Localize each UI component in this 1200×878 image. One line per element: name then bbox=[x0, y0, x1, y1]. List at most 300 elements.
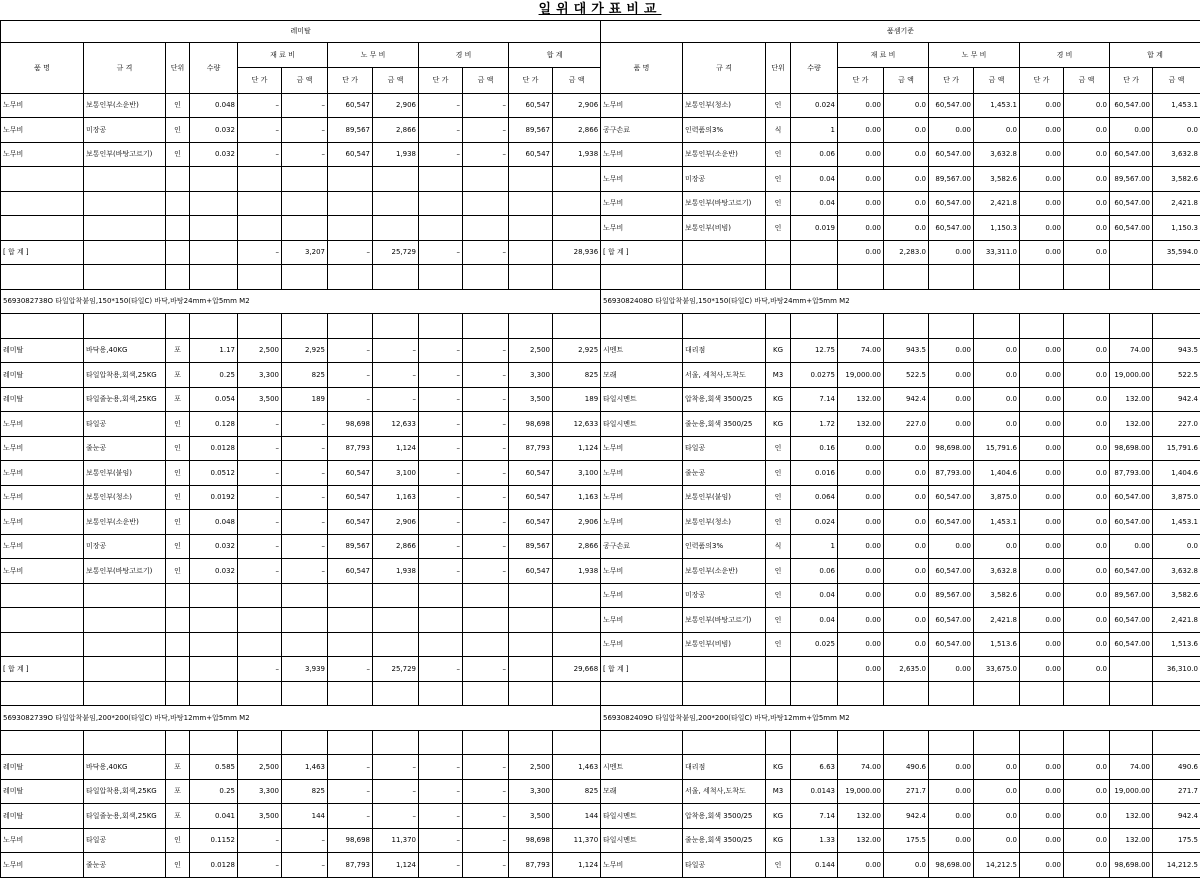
material-amount: – bbox=[282, 485, 328, 510]
item-name: 노무비 bbox=[1, 534, 84, 559]
item-qty: 7.14 bbox=[791, 387, 838, 412]
table-row bbox=[601, 118, 1200, 143]
item-name: 노무비 bbox=[601, 436, 683, 461]
expense-unit-price: – bbox=[419, 485, 463, 510]
item-unit bbox=[166, 730, 190, 755]
table-row bbox=[601, 216, 1200, 241]
total-amount: 2,906 bbox=[553, 510, 601, 535]
total-amount: 15,791.6 bbox=[1153, 436, 1200, 461]
total-amount: 3,875.0 bbox=[1153, 485, 1200, 510]
item-spec bbox=[84, 167, 166, 192]
expense-amount: 0.0 bbox=[1064, 608, 1110, 633]
labor-amount: 3,582.6 bbox=[974, 583, 1020, 608]
item-unit: M3 bbox=[766, 779, 791, 804]
total-unit-price bbox=[1110, 265, 1153, 290]
labor-amount: – bbox=[373, 804, 419, 829]
labor-amount: 2,866 bbox=[373, 534, 419, 559]
item-spec: 보통인부(바탕고르기) bbox=[84, 142, 166, 167]
material-unit-price: 132.00 bbox=[838, 804, 884, 829]
material-amount bbox=[282, 583, 328, 608]
total-amount: 1,453.1 bbox=[1153, 93, 1200, 118]
total-amount: 3,632.8 bbox=[1153, 142, 1200, 167]
material-amount: 189 bbox=[282, 387, 328, 412]
expense-unit-price: – bbox=[419, 387, 463, 412]
item-unit: 인 bbox=[766, 93, 791, 118]
material-amount: – bbox=[282, 461, 328, 486]
table-row bbox=[601, 142, 1200, 167]
item-name: [ 합 계 ] bbox=[1, 657, 84, 682]
item-name: [ 합 계 ] bbox=[1, 240, 84, 265]
section-code: 5693082738O 타일압착붙임,150*150(타일C) 바닥,바탕24mm+압5mm M2 bbox=[1, 289, 601, 314]
labor-amount: 3,582.6 bbox=[974, 167, 1020, 192]
item-name: 타일시멘트 bbox=[601, 804, 683, 829]
total-unit-price: 60,547.00 bbox=[1110, 559, 1153, 584]
material-unit-price: 0.00 bbox=[838, 167, 884, 192]
section-code-row bbox=[1, 289, 601, 314]
labor-amount bbox=[373, 216, 419, 241]
item-unit: 인 bbox=[166, 412, 190, 437]
expense-unit-price: 0.00 bbox=[1020, 167, 1064, 192]
table-row bbox=[1, 191, 601, 216]
material-unit-price: 0.00 bbox=[838, 485, 884, 510]
item-spec: 압착용,회색 3500/25 bbox=[683, 804, 766, 829]
labor-amount bbox=[373, 191, 419, 216]
item-name: 모래 bbox=[601, 363, 683, 388]
item-name: 타일시멘트 bbox=[601, 828, 683, 853]
labor-unit-price: 87,793.00 bbox=[929, 461, 974, 486]
total-unit-price: 87,793 bbox=[509, 853, 553, 878]
item-name: 노무비 bbox=[601, 93, 683, 118]
material-amount: 3,207 bbox=[282, 240, 328, 265]
table-row bbox=[1, 93, 601, 118]
expense-amount: – bbox=[463, 755, 509, 780]
item-name: 노무비 bbox=[1, 559, 84, 584]
labor-unit-price bbox=[328, 216, 373, 241]
expense-amount bbox=[1064, 314, 1110, 339]
total-unit-price: 60,547.00 bbox=[1110, 142, 1153, 167]
expense-amount: – bbox=[463, 804, 509, 829]
expense-amount: 0.0 bbox=[1064, 657, 1110, 682]
labor-unit-price: 87,793 bbox=[328, 853, 373, 878]
item-qty bbox=[190, 265, 238, 290]
header-amount: 금 액 bbox=[974, 68, 1020, 94]
material-amount bbox=[282, 216, 328, 241]
expense-unit-price: 0.00 bbox=[1020, 216, 1064, 241]
labor-amount: 3,100 bbox=[373, 461, 419, 486]
header-unit-price: 단 가 bbox=[509, 68, 553, 94]
labor-amount: 12,633 bbox=[373, 412, 419, 437]
expense-unit-price bbox=[419, 216, 463, 241]
item-unit bbox=[766, 681, 791, 706]
total-amount: 1,404.6 bbox=[1153, 461, 1200, 486]
material-unit-price: – bbox=[238, 534, 282, 559]
header-unit-price: 단 가 bbox=[929, 68, 974, 94]
item-name: 노무비 bbox=[1, 118, 84, 143]
table-row bbox=[1, 828, 601, 853]
labor-unit-price: 0.00 bbox=[929, 118, 974, 143]
total-unit-price: 0.00 bbox=[1110, 118, 1153, 143]
table-row bbox=[1, 240, 601, 265]
total-unit-price: 60,547 bbox=[509, 461, 553, 486]
material-unit-price: – bbox=[238, 510, 282, 535]
labor-unit-price: – bbox=[328, 755, 373, 780]
labor-unit-price: 89,567 bbox=[328, 534, 373, 559]
item-name: 노무비 bbox=[601, 583, 683, 608]
table-row bbox=[1, 804, 601, 829]
item-spec: 미장공 bbox=[683, 167, 766, 192]
item-name: 노무비 bbox=[1, 853, 84, 878]
item-qty bbox=[190, 216, 238, 241]
item-spec: 대리점 bbox=[683, 755, 766, 780]
labor-amount: 1,150.3 bbox=[974, 216, 1020, 241]
total-unit-price bbox=[509, 657, 553, 682]
expense-amount bbox=[463, 314, 509, 339]
section-code-row bbox=[601, 289, 1200, 314]
expense-amount: 0.0 bbox=[1064, 559, 1110, 584]
material-unit-price: 3,300 bbox=[238, 779, 282, 804]
material-unit-price: 0.00 bbox=[838, 559, 884, 584]
expense-unit-price: 0.00 bbox=[1020, 412, 1064, 437]
table-row bbox=[601, 191, 1200, 216]
expense-unit-price: – bbox=[419, 93, 463, 118]
labor-amount: 0.0 bbox=[974, 118, 1020, 143]
table-row bbox=[1, 314, 601, 339]
total-unit-price: 60,547.00 bbox=[1110, 608, 1153, 633]
material-amount: 942.4 bbox=[884, 804, 929, 829]
item-qty: 0.032 bbox=[190, 534, 238, 559]
material-amount: 2,283.0 bbox=[884, 240, 929, 265]
total-unit-price: 60,547.00 bbox=[1110, 510, 1153, 535]
material-amount: 0.0 bbox=[884, 534, 929, 559]
expense-amount: 0.0 bbox=[1064, 804, 1110, 829]
material-amount: 0.0 bbox=[884, 583, 929, 608]
item-name: 노무비 bbox=[601, 461, 683, 486]
expense-amount: – bbox=[463, 559, 509, 584]
item-unit: 인 bbox=[166, 461, 190, 486]
total-amount bbox=[553, 608, 601, 633]
material-unit-price: 0.00 bbox=[838, 142, 884, 167]
material-unit-price: – bbox=[238, 412, 282, 437]
material-unit-price: 0.00 bbox=[838, 216, 884, 241]
expense-unit-price: – bbox=[419, 338, 463, 363]
material-unit-price: 2,500 bbox=[238, 755, 282, 780]
item-qty: 0.064 bbox=[791, 485, 838, 510]
expense-amount: 0.0 bbox=[1064, 167, 1110, 192]
expense-amount: – bbox=[463, 363, 509, 388]
item-qty bbox=[190, 583, 238, 608]
expense-amount: – bbox=[463, 338, 509, 363]
item-qty: 0.144 bbox=[791, 853, 838, 878]
material-amount: – bbox=[282, 828, 328, 853]
expense-unit-price bbox=[419, 681, 463, 706]
item-unit: 인 bbox=[166, 853, 190, 878]
labor-amount: 0.0 bbox=[974, 338, 1020, 363]
table-row bbox=[1, 118, 601, 143]
item-unit: KG bbox=[766, 387, 791, 412]
labor-amount: 0.0 bbox=[974, 387, 1020, 412]
material-amount: 0.0 bbox=[884, 632, 929, 657]
labor-unit-price: 60,547 bbox=[328, 142, 373, 167]
labor-unit-price bbox=[328, 167, 373, 192]
item-qty bbox=[190, 167, 238, 192]
total-unit-price: 98,698 bbox=[509, 828, 553, 853]
item-unit: 인 bbox=[766, 142, 791, 167]
item-unit: 인 bbox=[766, 485, 791, 510]
total-unit-price bbox=[509, 632, 553, 657]
total-unit-price: 98,698.00 bbox=[1110, 853, 1153, 878]
labor-unit-price: 0.00 bbox=[929, 387, 974, 412]
expense-unit-price: 0.00 bbox=[1020, 534, 1064, 559]
total-amount: 1,124 bbox=[553, 436, 601, 461]
total-amount: 2,866 bbox=[553, 534, 601, 559]
total-unit-price bbox=[1110, 681, 1153, 706]
item-spec: 인력품의3% bbox=[683, 118, 766, 143]
labor-amount: 0.0 bbox=[974, 755, 1020, 780]
labor-unit-price bbox=[328, 191, 373, 216]
item-unit: 인 bbox=[766, 436, 791, 461]
total-amount: 1,938 bbox=[553, 559, 601, 584]
table-row bbox=[601, 657, 1200, 682]
item-name: 노무비 bbox=[1, 93, 84, 118]
item-unit: M3 bbox=[766, 363, 791, 388]
item-qty: 0.1152 bbox=[190, 828, 238, 853]
labor-unit-price bbox=[929, 681, 974, 706]
expense-amount bbox=[1064, 730, 1110, 755]
table-row bbox=[1, 559, 601, 584]
material-unit-price: – bbox=[238, 240, 282, 265]
total-amount: 271.7 bbox=[1153, 779, 1200, 804]
item-spec: 줄눈용,회색 3500/25 bbox=[683, 828, 766, 853]
labor-unit-price: 0.00 bbox=[929, 363, 974, 388]
expense-amount bbox=[463, 216, 509, 241]
table-row bbox=[601, 338, 1200, 363]
table-row bbox=[1, 657, 601, 682]
labor-unit-price: 60,547 bbox=[328, 93, 373, 118]
expense-unit-price: 0.00 bbox=[1020, 779, 1064, 804]
item-qty: 7.14 bbox=[791, 804, 838, 829]
item-spec: 보통인부(소운반) bbox=[683, 559, 766, 584]
total-amount: 2,421.8 bbox=[1153, 191, 1200, 216]
total-unit-price: 89,567 bbox=[509, 118, 553, 143]
total-unit-price: 3,300 bbox=[509, 779, 553, 804]
item-name: 노무비 bbox=[1, 412, 84, 437]
total-amount: 3,582.6 bbox=[1153, 167, 1200, 192]
total-unit-price bbox=[509, 240, 553, 265]
labor-amount: 0.0 bbox=[974, 363, 1020, 388]
labor-amount: 0.0 bbox=[974, 534, 1020, 559]
labor-unit-price: 60,547.00 bbox=[929, 93, 974, 118]
item-qty: 1.72 bbox=[791, 412, 838, 437]
item-qty: 0.0128 bbox=[190, 436, 238, 461]
labor-amount: – bbox=[373, 338, 419, 363]
item-spec bbox=[84, 240, 166, 265]
labor-unit-price: 0.00 bbox=[929, 828, 974, 853]
item-unit bbox=[166, 191, 190, 216]
total-amount: 942.4 bbox=[1153, 804, 1200, 829]
material-unit-price: 2,500 bbox=[238, 338, 282, 363]
item-name: 공구손료 bbox=[601, 534, 683, 559]
item-qty: 0.04 bbox=[791, 191, 838, 216]
labor-amount bbox=[373, 265, 419, 290]
item-spec: 보통인부(청소) bbox=[84, 485, 166, 510]
total-amount: 1,150.3 bbox=[1153, 216, 1200, 241]
total-amount bbox=[553, 216, 601, 241]
labor-unit-price bbox=[328, 583, 373, 608]
table-row bbox=[601, 363, 1200, 388]
table-row bbox=[1, 608, 601, 633]
item-qty bbox=[791, 240, 838, 265]
labor-unit-price: 0.00 bbox=[929, 412, 974, 437]
item-unit: 포 bbox=[166, 779, 190, 804]
item-name: 노무비 bbox=[1, 436, 84, 461]
header-amount: 금 액 bbox=[282, 68, 328, 94]
item-name: 레미탈 bbox=[1, 338, 84, 363]
table-row bbox=[1, 216, 601, 241]
item-name: 타일시멘트 bbox=[601, 412, 683, 437]
item-unit: KG bbox=[766, 338, 791, 363]
header-unit-price: 단 가 bbox=[1020, 68, 1064, 94]
expense-amount: 0.0 bbox=[1064, 510, 1110, 535]
section-code: 5693082739O 타일압착붙임,200*200(타일C) 바닥,바탕12mm+압5mm M2 bbox=[1, 706, 601, 731]
material-amount: – bbox=[282, 510, 328, 535]
total-amount: 35,594.0 bbox=[1153, 240, 1200, 265]
expense-amount: – bbox=[463, 534, 509, 559]
labor-unit-price bbox=[328, 681, 373, 706]
material-amount: 227.0 bbox=[884, 412, 929, 437]
material-unit-price bbox=[238, 265, 282, 290]
material-unit-price: – bbox=[238, 142, 282, 167]
expense-unit-price: 0.00 bbox=[1020, 461, 1064, 486]
item-qty: 0.06 bbox=[791, 142, 838, 167]
material-amount: 271.7 bbox=[884, 779, 929, 804]
item-unit: 포 bbox=[166, 338, 190, 363]
labor-amount: 1,124 bbox=[373, 436, 419, 461]
material-amount bbox=[884, 681, 929, 706]
labor-amount bbox=[373, 583, 419, 608]
header-unit-price: 단 가 bbox=[1110, 68, 1153, 94]
item-qty bbox=[190, 191, 238, 216]
expense-unit-price: 0.00 bbox=[1020, 338, 1064, 363]
item-qty bbox=[791, 730, 838, 755]
item-qty bbox=[190, 314, 238, 339]
total-amount: 0.0 bbox=[1153, 118, 1200, 143]
material-unit-price: – bbox=[238, 93, 282, 118]
item-spec bbox=[84, 191, 166, 216]
labor-amount bbox=[373, 730, 419, 755]
item-name: 노무비 bbox=[601, 608, 683, 633]
item-name bbox=[601, 314, 683, 339]
item-qty: 0.016 bbox=[791, 461, 838, 486]
expense-amount: 0.0 bbox=[1064, 485, 1110, 510]
material-amount bbox=[282, 608, 328, 633]
total-amount: 28,936 bbox=[553, 240, 601, 265]
material-unit-price: 3,300 bbox=[238, 363, 282, 388]
table-row bbox=[1, 265, 601, 290]
item-unit: 인 bbox=[766, 632, 791, 657]
labor-unit-price: 89,567.00 bbox=[929, 167, 974, 192]
expense-unit-price bbox=[419, 608, 463, 633]
total-unit-price: 74.00 bbox=[1110, 338, 1153, 363]
material-unit-price bbox=[238, 314, 282, 339]
header-labor: 노 무 비 bbox=[328, 42, 419, 68]
expense-unit-price bbox=[419, 167, 463, 192]
material-amount: 2,925 bbox=[282, 338, 328, 363]
total-unit-price: 132.00 bbox=[1110, 804, 1153, 829]
labor-amount bbox=[373, 314, 419, 339]
labor-unit-price bbox=[929, 265, 974, 290]
material-amount: – bbox=[282, 93, 328, 118]
item-unit: KG bbox=[766, 828, 791, 853]
item-name: 레미탈 bbox=[1, 387, 84, 412]
table-row bbox=[601, 461, 1200, 486]
labor-amount bbox=[974, 265, 1020, 290]
item-unit: KG bbox=[766, 412, 791, 437]
material-unit-price: 3,500 bbox=[238, 387, 282, 412]
item-qty: 0.024 bbox=[791, 93, 838, 118]
item-name bbox=[1, 632, 84, 657]
expense-amount bbox=[1064, 681, 1110, 706]
item-unit bbox=[166, 240, 190, 265]
table-row bbox=[1, 142, 601, 167]
item-qty: 1.33 bbox=[791, 828, 838, 853]
labor-amount bbox=[974, 730, 1020, 755]
expense-amount: 0.0 bbox=[1064, 142, 1110, 167]
material-unit-price bbox=[838, 314, 884, 339]
item-name bbox=[1, 681, 84, 706]
total-amount: 3,100 bbox=[553, 461, 601, 486]
table-row bbox=[1, 510, 601, 535]
total-unit-price bbox=[1110, 314, 1153, 339]
item-name bbox=[601, 681, 683, 706]
expense-unit-price: 0.00 bbox=[1020, 363, 1064, 388]
expense-amount: 0.0 bbox=[1064, 412, 1110, 437]
total-amount: 144 bbox=[553, 804, 601, 829]
labor-unit-price: 0.00 bbox=[929, 338, 974, 363]
item-qty bbox=[190, 681, 238, 706]
item-name bbox=[601, 730, 683, 755]
total-amount: 1,513.6 bbox=[1153, 632, 1200, 657]
item-qty: 0.25 bbox=[190, 363, 238, 388]
expense-unit-price: 0.00 bbox=[1020, 559, 1064, 584]
total-unit-price bbox=[509, 608, 553, 633]
header-qty: 수량 bbox=[791, 42, 838, 93]
item-unit: 인 bbox=[766, 853, 791, 878]
item-name: [ 합 계 ] bbox=[601, 240, 683, 265]
labor-amount: 3,875.0 bbox=[974, 485, 1020, 510]
material-unit-price bbox=[238, 167, 282, 192]
item-spec bbox=[84, 608, 166, 633]
labor-amount: 14,212.5 bbox=[974, 853, 1020, 878]
section-code-row bbox=[1, 706, 601, 731]
labor-amount: – bbox=[373, 755, 419, 780]
expense-unit-price: – bbox=[419, 853, 463, 878]
item-spec: 타일압착용,회색,25KG bbox=[84, 779, 166, 804]
total-unit-price: 87,793.00 bbox=[1110, 461, 1153, 486]
total-unit-price: 19,000.00 bbox=[1110, 363, 1153, 388]
expense-amount: 0.0 bbox=[1064, 583, 1110, 608]
expense-amount bbox=[463, 583, 509, 608]
expense-unit-price bbox=[1020, 681, 1064, 706]
labor-amount: 33,675.0 bbox=[974, 657, 1020, 682]
expense-unit-price: – bbox=[419, 828, 463, 853]
header-unit: 단위 bbox=[766, 42, 791, 93]
item-qty bbox=[190, 632, 238, 657]
item-name: 공구손료 bbox=[601, 118, 683, 143]
total-amount bbox=[1153, 314, 1200, 339]
material-amount: 0.0 bbox=[884, 510, 929, 535]
total-unit-price bbox=[509, 191, 553, 216]
expense-unit-price: – bbox=[419, 240, 463, 265]
